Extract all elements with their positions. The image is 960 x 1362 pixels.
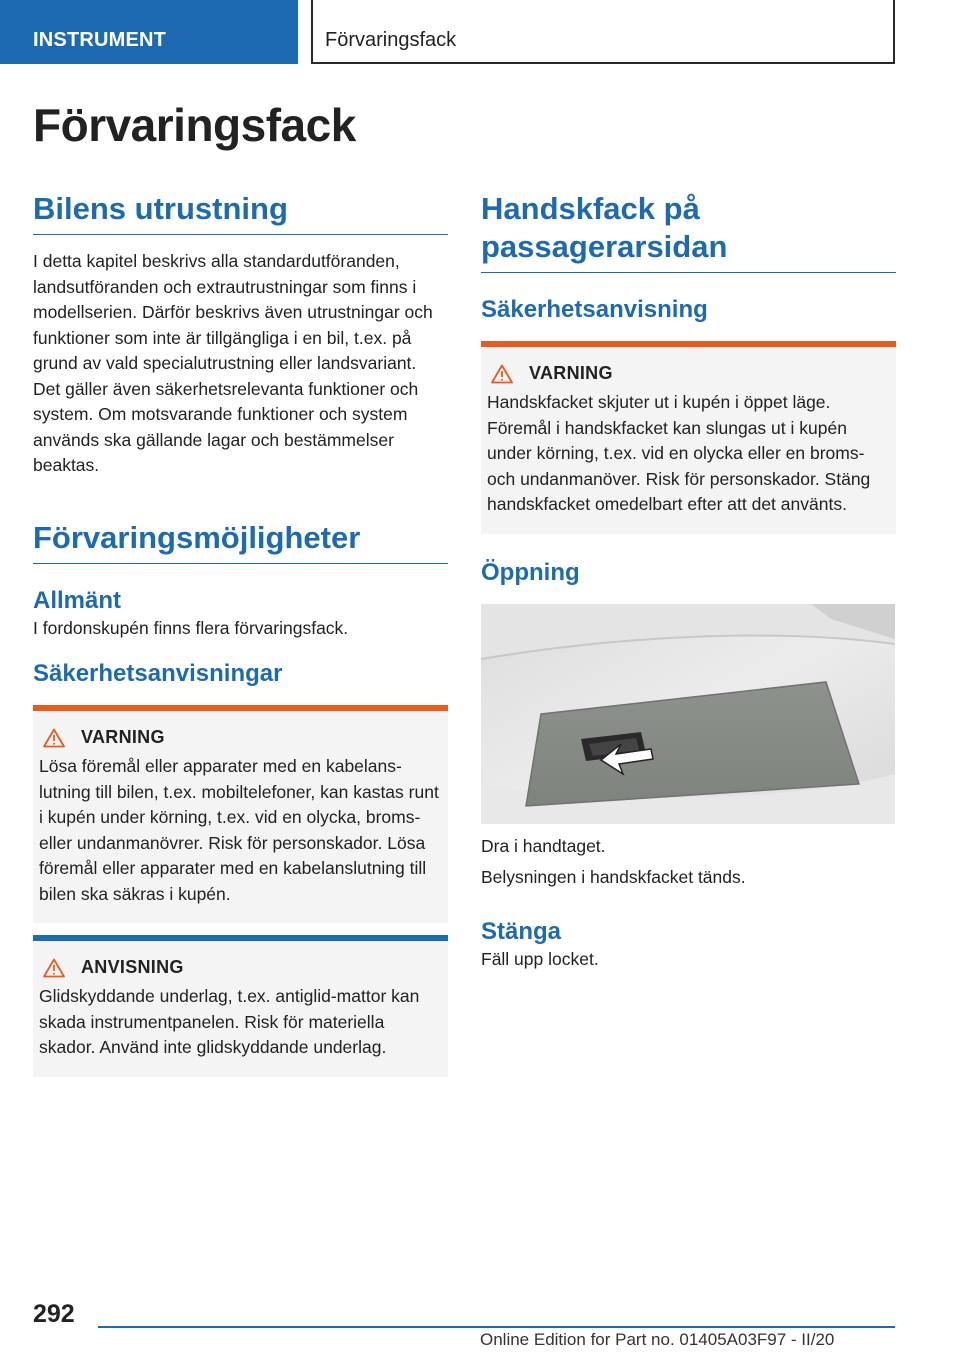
notice-text: Glidskyddande underlag, t.ex. antiglid-mattor kan skada instrumentpanelen. Risk för materiella skador. Använd inte glidskyddande underlag. <box>39 986 420 1057</box>
footer-divider <box>98 1326 895 1328</box>
equipment-text: I detta kapitel beskrivs alla standardutföranden, landsutföranden och extrautrustningar som finns i modellserien. Därför beskrivs även utrustningar och funktioner som inte är tillgängliga i en bil, t.ex. på grund av vald specialutrustning eller landsvariant. Det gäller även säkerhetsrelevanta funktioner och system. Om motsvarande funktioner och system används ska gällande lagar och bestämmelser beaktas. <box>33 251 433 475</box>
heading-equipment: Bilens utrustning <box>33 190 448 235</box>
warning-triangle-icon <box>491 364 513 384</box>
warning-title: VARNING <box>81 727 165 747</box>
warning-text: Handskfacket skjuter ut i kupén i öppet läge. Föremål i handskfacket kan slungas ut i kupén under körning, t.ex. vid en olycka eller en broms- och undanmanöver. Risk för personskador. Stäng handskfacket omedelbart efter att det använts. <box>487 392 871 514</box>
notice-title: ANVISNING <box>81 957 184 977</box>
left-column <box>33 190 448 1077</box>
topic-header: Förvaringsfack <box>311 0 895 64</box>
heading-general: Allmänt <box>33 586 122 614</box>
opening-step-pull: Dra i handtaget. <box>481 835 606 856</box>
closing-text: Fäll upp locket. <box>481 948 599 969</box>
warning-box <box>33 705 448 923</box>
edition-text: Online Edition for Part no. 01405A03F97 - II/20 <box>480 1330 835 1349</box>
warning-triangle-icon <box>43 728 65 748</box>
heading-safety-instructions: Säkerhetsanvisningar <box>33 660 283 687</box>
heading-storage: Förvaringsmöjligheter <box>33 519 448 564</box>
warning-text: Lösa föremål eller apparater med en kabelanslutning till bilen, t.ex. mobiltelefoner, kan kastas runt i kupén under körning, t.ex. vid en olycka, broms- eller undanmanövrer. Risk för personskador. Lösa föremål eller apparater med en kabelanslutning till bilen ska säkras i kupén. <box>39 756 439 904</box>
section-tab: INSTRUMENT <box>0 0 298 64</box>
opening-step-light: Belysningen i handskfacket tänds. <box>481 867 746 887</box>
page-title: Förvaringsfack <box>33 99 356 151</box>
notice-triangle-icon <box>43 958 65 978</box>
page-number: 292 <box>33 1300 75 1328</box>
warning-title: VARNING <box>529 363 613 383</box>
notice-box <box>33 935 448 1077</box>
general-text: I fordonskupén finns flera förvaringsfack. <box>33 617 349 638</box>
heading-safety-instruction: Säkerhetsanvisning <box>481 296 708 323</box>
glovebox-photo <box>481 604 895 824</box>
right-column <box>481 190 896 972</box>
heading-opening: Öppning <box>481 558 580 586</box>
heading-closing: Stänga <box>481 917 562 945</box>
glovebox-warning-box <box>481 341 896 534</box>
heading-glovebox: Handskfack på passagerarsidan <box>481 190 896 273</box>
